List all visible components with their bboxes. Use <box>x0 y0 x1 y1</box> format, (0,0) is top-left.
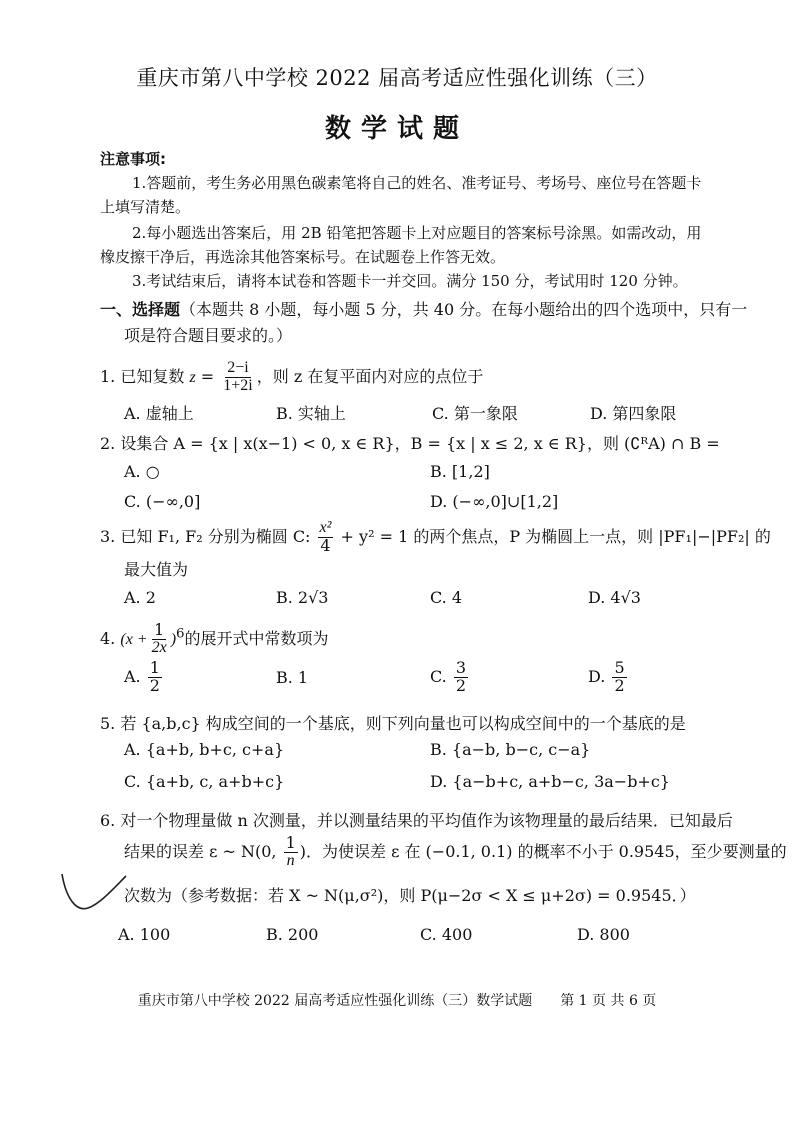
option-b: B. 1 <box>276 668 309 687</box>
option-a: A. {a+b, b+c, c+a} <box>124 740 285 759</box>
question-3: 3. 已知 F₁, F₂ 分别为椭圆 C: $\frac{\text{x²}}{4}$ + y² = 1 的两个焦点，P 为椭圆上一点，则 |PF₁|−|PF₂| 的 <box>100 519 771 555</box>
option-d: D. 第四象限 <box>590 404 677 423</box>
question-1: 1. 已知复数 z = $\frac{2-i}{1+2i}$ ，则 z 在复平面内对应的点位于 <box>100 359 484 394</box>
notice-line: 2.每小题选出答案后，用 2B 铅笔把答题卡上对应题目的答案标号涂黑。如需改动，用 <box>132 224 702 242</box>
section-heading <box>100 297 747 320</box>
option-b: B. 200 <box>266 925 319 944</box>
subject-title: 数学试题 <box>324 114 469 144</box>
option-b: B. 2√3 <box>276 588 329 607</box>
option-a: A. 虚轴上 <box>124 404 194 423</box>
option-d: D. 800 <box>577 925 630 944</box>
option-a: A. 2 <box>124 588 156 607</box>
option-a: A. 100 <box>118 925 171 944</box>
option-c: C. (−∞,0] <box>124 492 201 511</box>
page-footer: 重庆市第八中学校 2022 届高考适应性强化训练（三）数学试题 第 1 页 共 6 页 <box>137 993 657 1009</box>
notice-line: 1.答题前，考生务必用黑色碳素笔将自己的姓名、准考证号、考场号、座位号在答题卡 <box>132 174 702 192</box>
handwritten-check-icon <box>58 868 128 916</box>
option-d: D. 4√3 <box>588 588 641 607</box>
option-b: B. 实轴上 <box>276 404 346 423</box>
option-b: B. [1,2] <box>430 462 490 481</box>
question-2: 2. 设集合 A = {x | x(x−1) < 0, x ∈ R}，B = {x | x ≤ 2, x ∈ R}，则 (∁ᴿA) ∩ B = <box>100 434 720 453</box>
option-c: C. 4 <box>430 588 463 607</box>
option-d: D. (−∞,0]∪[1,2] <box>430 492 559 511</box>
option-c: C. $\frac{3}{2}$ <box>430 658 467 695</box>
section-desc: （本题共 8 小题，每小题 5 分，共 40 分。在每小题给出的四个选项中，只有一 <box>180 300 748 319</box>
option-c: C. {a+b, c, a+b+c} <box>124 772 285 791</box>
option-c: C. 400 <box>420 925 473 944</box>
question-6: 6. 对一个物理量做 n 次测量，并以测量结果的平均值作为该物理量的最后结果．已知最后 <box>100 811 733 830</box>
school-title: 重庆市第八中学校 2022 届高考适应性强化训练（三） <box>136 66 658 90</box>
option-a: A. ○ <box>124 462 160 481</box>
question-3-cont: 最大值为 <box>124 560 189 579</box>
section-desc-2: 项是符合题目要求的。） <box>124 326 293 345</box>
option-c: C. 第一象限 <box>432 404 518 423</box>
option-b: B. {a−b, b−c, c−a} <box>430 740 591 759</box>
option-a: A. $\frac{1}{2}$ <box>124 658 160 695</box>
section-title: 一、选择题 <box>100 300 181 319</box>
question-4: 4. (x + $\frac{1}{2x}$ )$^6$的展开式中常数项为 <box>100 620 329 656</box>
question-5: 5. 若 {a,b,c} 构成空间的一个基底，则下列向量也可以构成空间中的一个基底的是 <box>100 714 686 733</box>
option-d: D. {a−b+c, a+b−c, 3a−b+c} <box>430 772 670 791</box>
notice-heading: 注意事项: <box>100 150 166 168</box>
notice-line: 3.考试结束后，请将本试卷和答题卡一并交回。满分 150 分，考试用时 120 分钟。 <box>132 272 688 290</box>
option-d: D. $\frac{5}{2}$ <box>588 658 625 695</box>
notice-line: 橡皮擦干净后，再选涂其他答案标号。在试题卷上作答无效。 <box>100 248 506 266</box>
question-6-cont: 次数为（参考数据：若 X ~ N(μ,σ²)，则 P(μ−2σ < X ≤ μ+2σ) = 0.9545．） <box>124 886 696 905</box>
notice-line: 上填写清楚。 <box>100 198 191 216</box>
question-6-cont: 结果的误差 ε ~ N(0, $\frac{1}{n}$ )．为使误差 ε 在 (−0.1, 0.1) 的概率不小于 0.9545，至少要测量的 <box>124 833 787 869</box>
